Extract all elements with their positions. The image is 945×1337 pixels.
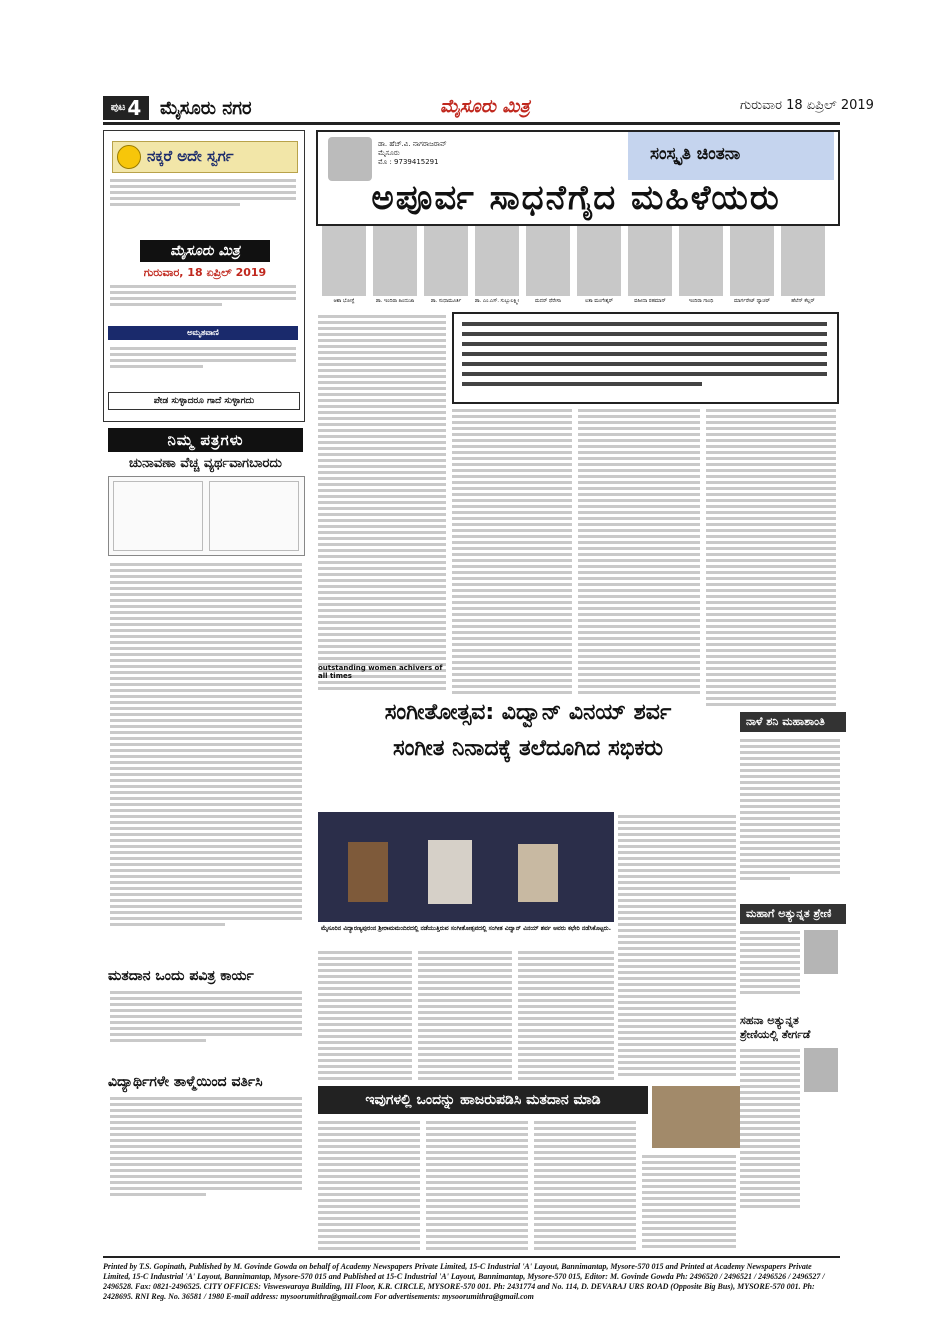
imprint-footer: Printed by T.S. Gopinath, Published by M. Govinde Gowda on behalf of Academy Newspapers Private Limited, 15-C Industrial 'A' Layout, Bannimantap, Mysore-570 015 and Printed at Academy Newspapers Private Limited, 15-C Industrial 'A' Layout, Bannimantap, Mysore-570 015 and Published at 15-C Industrial 'A' Layout, Bannimantap, Mysore-570 015, Editor: M. Govinde Gowda Ph: 2496520 / 2496521 / 2496526 / 2496527 / 2496528. Fax: 0821-2496525. CITY OFFICES: Visweswaraya Building, III Floor, K.R. CIRCLE, MYSORE-570 001. Ph: 2431774 and No. 114, D. DEVARAJ URS ROAD (Opposite Big Bus), MYSORE-570 001. Ph: 2428695. RNI Reg. No. 36581 / 1980 E-mail address: mysoorumithra@gmail.com For advertisements: mysoorumithra@gmail.com <box>103 1256 840 1302</box>
sidebar-text <box>740 736 840 896</box>
letter-title: ಮತದಾನ ಒಂದು ಪವಿತ್ರ ಕಾರ್ಯ <box>108 968 254 984</box>
student-photo <box>804 1048 838 1092</box>
column-tag: ಸಂಸ್ಕೃತಿ ಚಿಂತನಾ <box>628 132 834 180</box>
music-column-2 <box>318 948 412 1082</box>
paper-name-block: ಮೈಸೂರು ಮಿತ್ರ <box>140 240 270 262</box>
sidebar-text <box>740 1046 800 1246</box>
sidebar-text <box>740 928 800 1008</box>
music-headline-2: ಸಂಗೀತ ನಿನಾದಕ್ಕೆ ತಲೆದೂಗಿದ ಸಭಿಕರು <box>392 736 664 761</box>
feature-column-4 <box>706 406 836 706</box>
author-info: ಡಾ. ಹೆಚ್.ವಿ. ನಾಗರಾಜರಾವ್ ಮೈಸೂರು ಮೊ : 9739415291 <box>378 140 447 166</box>
letter-title: ವಿದ್ಯಾರ್ಥಿಗಳೇ ತಾಳ್ಮೆಯಿಂದ ವರ್ತಿಸಿ <box>108 1074 263 1090</box>
smiley-icon <box>117 145 141 169</box>
paper-date: ಗುರುವಾರ, 18 ಏಪ್ರಿಲ್ 2019 <box>143 266 267 279</box>
issue-date: ಗುರುವಾರ 18 ಏಪ್ರಿಲ್ 2019 <box>740 98 874 113</box>
music-column-1 <box>618 812 736 1082</box>
vote-headline: ಇವುಗಳಲ್ಲಿ ಒಂದನ್ನು ಹಾಜರುಪಡಿಸಿ ಮತದಾನ ಮಾಡಿ <box>318 1086 648 1114</box>
vote-column-4 <box>642 1152 736 1252</box>
music-column-4 <box>518 948 614 1082</box>
amrita-text <box>110 344 296 388</box>
letter-title: ಚುನಾವಣಾ ವೆಚ್ಚ ವ್ಯರ್ಥವಾಗಬಾರದು <box>129 456 282 471</box>
letter-body <box>110 988 302 1068</box>
amrita-banner: ಅಮೃತವಾಣಿ <box>108 326 298 340</box>
letter-body <box>110 560 302 960</box>
humor-text <box>110 176 296 234</box>
vote-column-3 <box>534 1118 636 1252</box>
header-rule <box>103 122 840 125</box>
paper-info <box>110 282 296 322</box>
author-photo <box>328 137 372 181</box>
humor-title: ನಕ್ಕರೆ ಅದೇ ಸ್ವರ್ಗ <box>147 147 234 165</box>
letter-body <box>110 1094 302 1244</box>
student-photo <box>804 930 838 974</box>
vote-column-1 <box>318 1118 420 1252</box>
pull-quote <box>452 312 839 404</box>
letters-banner: ನಿಮ್ಮ ಪತ್ರಗಳು <box>108 428 303 452</box>
highlight-text: outstanding women achivers of all times <box>318 664 443 680</box>
sidebar-heading: ಸಹನಾ ಅತ್ಯುನ್ನತ ಶ್ರೇಣಿಯಲ್ಲಿ ತೇರ್ಗಡೆ <box>740 1014 811 1041</box>
portrait-strip: ಆಶಾ ಭೋಸ್ಲೆ ಡಾ. ಇಂದಿರಾ ಹಿಂದುಜಾ ಡಾ. ಸುಧಾಮೂರ್ತಿ ಡಾ. ಎಂ.ಎಸ್. ಸುಬ್ಬುಲಕ್ಷ್ಮೀ ಮದರ್ ಥೆರೇಸಾ ಲತಾ ಮಂಗೇಶ್ಕರ್ ವಹೀದಾ ರಹಮಾನ್ ಇಂದಿರಾ ಗಾಂಧಿ ಮಾರ್ಗರೇಟ್ ಥ್ಯಾಚರ್ ಹೆಲೆನ್ ಕೆಲ್ಲರ್ <box>318 226 836 306</box>
sidebar-heading: ನಾಳೆ ಶನಿ ಮಹಾಶಾಂತಿ <box>740 712 846 732</box>
cartoon <box>108 476 305 556</box>
music-headline-1: ಸಂಗೀತೋತ್ಸವ: ವಿದ್ವಾನ್ ವಿನಯ್ ಶರ್ವ <box>384 700 672 725</box>
music-column-3 <box>418 948 512 1082</box>
feature-title: ಅಪೂರ್ವ ಸಾಧನೆಗೈದ ಮಹಿಳೆಯರು <box>371 178 781 218</box>
feature-column-1 <box>318 312 446 692</box>
vote-photo <box>652 1086 740 1148</box>
masthead: ಮೈಸೂರು ಮಿತ್ರ <box>440 96 530 117</box>
vote-column-2 <box>426 1118 528 1252</box>
proverb: ಪೇಡ ಸುಳ್ಳಾದರೂ ಗಾದೆ ಸುಳ್ಳಾಗದು <box>108 392 300 410</box>
feature-column-2 <box>452 406 572 696</box>
humor-banner <box>112 141 298 173</box>
feature-column-3 <box>578 406 700 696</box>
concert-photo <box>318 812 614 922</box>
sidebar-heading: ಮಹಾಗೆ ಅತ್ಯುನ್ನತ ಶ್ರೇಣಿ <box>740 904 846 924</box>
section-title: ಮೈಸೂರು ನಗರ <box>160 98 252 119</box>
photo-caption: ಮೈಸೂರಿನ ವಿದ್ಯಾರಣ್ಯಪುರಂನ ಶ್ರೀರಾಮಮಂದಿರದಲ್ಲಿ ನಡೆಯುತ್ತಿರುವ ಸಂಗೀತೋತ್ಸವದಲ್ಲಿ ಸಂಗೀತ ವಿದ್ವಾನ್ ವಿನಯ್ ಶರ್ವ ಅವರು ಕಛೇರಿ ನಡೆಸಿಕೊಟ್ಟರು. <box>321 925 611 932</box>
page-number: $^{ಪುಟ}$ 4 <box>103 96 149 120</box>
